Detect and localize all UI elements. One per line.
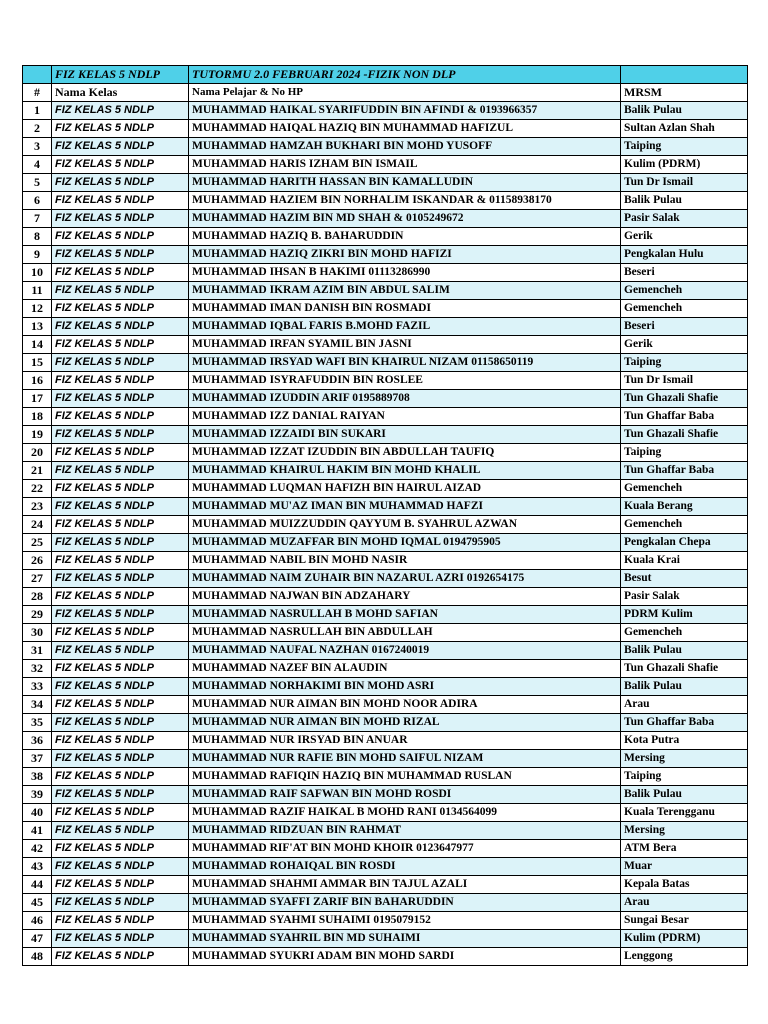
kelas-cell: FIZ KELAS 5 NDLP xyxy=(52,174,189,192)
row-number-cell: 17 xyxy=(23,390,52,408)
student-name-cell: MUHAMMAD RIF'AT BIN MOHD KHOIR 0123647977 xyxy=(189,840,621,858)
student-name-cell: MUHAMMAD NABIL BIN MOHD NASIR xyxy=(189,552,621,570)
table-row xyxy=(23,174,748,192)
student-name-cell: MUHAMMAD SYAHMI SUHAIMI 0195079152 xyxy=(189,912,621,930)
mrsm-cell: Kuala Berang xyxy=(621,498,748,516)
mrsm-cell: Tun Ghazali Shafie xyxy=(621,390,748,408)
row-number-cell: 40 xyxy=(23,804,52,822)
student-name-cell: MUHAMMAD SYAHRIL BIN MD SUHAIMI xyxy=(189,930,621,948)
student-name-cell: MUHAMMAD NAUFAL NAZHAN 0167240019 xyxy=(189,642,621,660)
table-row xyxy=(23,246,748,264)
mrsm-cell: Gemencheh xyxy=(621,516,748,534)
row-number-cell: 9 xyxy=(23,246,52,264)
kelas-cell: FIZ KELAS 5 NDLP xyxy=(52,102,189,120)
mrsm-cell: Pasir Salak xyxy=(621,588,748,606)
student-name-cell: MUHAMMAD HAMZAH BUKHARI BIN MOHD YUSOFF xyxy=(189,138,621,156)
kelas-cell: FIZ KELAS 5 NDLP xyxy=(52,750,189,768)
student-name-cell: MUHAMMAD HAZIM BIN MD SHAH & 0105249672 xyxy=(189,210,621,228)
student-name-cell: MUHAMMAD RIDZUAN BIN RAHMAT xyxy=(189,822,621,840)
student-name-cell: MUHAMMAD ISYRAFUDDIN BIN ROSLEE xyxy=(189,372,621,390)
table-row xyxy=(23,192,748,210)
row-number-cell: 42 xyxy=(23,840,52,858)
student-name-cell: MUHAMMAD SYUKRI ADAM BIN MOHD SARDI xyxy=(189,948,621,966)
student-name-cell: MUHAMMAD RAIF SAFWAN BIN MOHD ROSDI xyxy=(189,786,621,804)
table-row xyxy=(23,138,748,156)
kelas-cell: FIZ KELAS 5 NDLP xyxy=(52,858,189,876)
title-blank-cell xyxy=(621,66,748,84)
kelas-cell: FIZ KELAS 5 NDLP xyxy=(52,894,189,912)
mrsm-cell: Kuala Terengganu xyxy=(621,804,748,822)
mrsm-cell: Balik Pulau xyxy=(621,678,748,696)
kelas-cell: FIZ KELAS 5 NDLP xyxy=(52,444,189,462)
row-number-cell: 24 xyxy=(23,516,52,534)
row-number-cell: 44 xyxy=(23,876,52,894)
mrsm-cell: Lenggong xyxy=(621,948,748,966)
mrsm-cell: Gerik xyxy=(621,336,748,354)
table-row xyxy=(23,696,748,714)
row-number-cell: 6 xyxy=(23,192,52,210)
mrsm-cell: Beseri xyxy=(621,264,748,282)
table-row xyxy=(23,462,748,480)
title-blank-cell xyxy=(23,66,52,84)
row-number-cell: 26 xyxy=(23,552,52,570)
row-number-cell: 22 xyxy=(23,480,52,498)
kelas-cell: FIZ KELAS 5 NDLP xyxy=(52,408,189,426)
row-number-cell: 33 xyxy=(23,678,52,696)
student-list-sheet xyxy=(22,65,748,966)
student-name-cell: MUHAMMAD IMAN DANISH BIN ROSMADI xyxy=(189,300,621,318)
student-name-cell: MUHAMMAD NUR AIMAN BIN MOHD NOOR ADIRA xyxy=(189,696,621,714)
mrsm-cell: Taiping xyxy=(621,444,748,462)
table-row xyxy=(23,516,748,534)
row-number-cell: 14 xyxy=(23,336,52,354)
kelas-cell: FIZ KELAS 5 NDLP xyxy=(52,822,189,840)
column-header-kelas: Nama Kelas xyxy=(52,84,189,102)
mrsm-cell: Tun Dr Ismail xyxy=(621,174,748,192)
table-row xyxy=(23,606,748,624)
mrsm-cell: Taiping xyxy=(621,138,748,156)
table-row xyxy=(23,840,748,858)
mrsm-cell: Sungai Besar xyxy=(621,912,748,930)
student-name-cell: MUHAMMAD HAZIQ B. BAHARUDDIN xyxy=(189,228,621,246)
row-number-cell: 38 xyxy=(23,768,52,786)
mrsm-cell: Gemencheh xyxy=(621,624,748,642)
row-number-cell: 3 xyxy=(23,138,52,156)
student-name-cell: MUHAMMAD RAZIF HAIKAL B MOHD RANI 0134564099 xyxy=(189,804,621,822)
mrsm-cell: Pasir Salak xyxy=(621,210,748,228)
session-title: TUTORMU 2.0 FEBRUARI 2024 -FIZIK NON DLP xyxy=(189,66,621,84)
student-name-cell: MUHAMMAD NASRULLAH B MOHD SAFIAN xyxy=(189,606,621,624)
table-row xyxy=(23,300,748,318)
student-name-cell: MUHAMMAD NUR AIMAN BIN MOHD RIZAL xyxy=(189,714,621,732)
mrsm-cell: Pengkalan Chepa xyxy=(621,534,748,552)
table-row xyxy=(23,390,748,408)
table-row xyxy=(23,768,748,786)
row-number-cell: 30 xyxy=(23,624,52,642)
kelas-cell: FIZ KELAS 5 NDLP xyxy=(52,606,189,624)
row-number-cell: 27 xyxy=(23,570,52,588)
kelas-cell: FIZ KELAS 5 NDLP xyxy=(52,948,189,966)
table-row xyxy=(23,102,748,120)
kelas-cell: FIZ KELAS 5 NDLP xyxy=(52,552,189,570)
kelas-cell: FIZ KELAS 5 NDLP xyxy=(52,642,189,660)
table-row xyxy=(23,876,748,894)
row-number-cell: 8 xyxy=(23,228,52,246)
table-row xyxy=(23,210,748,228)
student-name-cell: MUHAMMAD IKRAM AZIM BIN ABDUL SALIM xyxy=(189,282,621,300)
row-number-cell: 45 xyxy=(23,894,52,912)
title-row xyxy=(23,66,748,84)
table-row xyxy=(23,786,748,804)
kelas-title: FIZ KELAS 5 NDLP xyxy=(52,66,189,84)
table-row xyxy=(23,408,748,426)
kelas-cell: FIZ KELAS 5 NDLP xyxy=(52,138,189,156)
table-row xyxy=(23,264,748,282)
row-number-cell: 43 xyxy=(23,858,52,876)
kelas-cell: FIZ KELAS 5 NDLP xyxy=(52,660,189,678)
kelas-cell: FIZ KELAS 5 NDLP xyxy=(52,192,189,210)
row-number-cell: 5 xyxy=(23,174,52,192)
row-number-cell: 1 xyxy=(23,102,52,120)
mrsm-cell: Kulim (PDRM) xyxy=(621,156,748,174)
table-row xyxy=(23,444,748,462)
mrsm-cell: Muar xyxy=(621,858,748,876)
student-name-cell: MUHAMMAD SHAHMI AMMAR BIN TAJUL AZALI xyxy=(189,876,621,894)
kelas-cell: FIZ KELAS 5 NDLP xyxy=(52,210,189,228)
kelas-cell: FIZ KELAS 5 NDLP xyxy=(52,246,189,264)
kelas-cell: FIZ KELAS 5 NDLP xyxy=(52,354,189,372)
kelas-cell: FIZ KELAS 5 NDLP xyxy=(52,498,189,516)
column-header-no: # xyxy=(23,84,52,102)
table-row xyxy=(23,156,748,174)
row-number-cell: 13 xyxy=(23,318,52,336)
kelas-cell: FIZ KELAS 5 NDLP xyxy=(52,588,189,606)
kelas-cell: FIZ KELAS 5 NDLP xyxy=(52,786,189,804)
kelas-cell: FIZ KELAS 5 NDLP xyxy=(52,714,189,732)
student-name-cell: MUHAMMAD RAFIQIN HAZIQ BIN MUHAMMAD RUSLAN xyxy=(189,768,621,786)
table-row xyxy=(23,336,748,354)
kelas-cell: FIZ KELAS 5 NDLP xyxy=(52,156,189,174)
student-name-cell: MUHAMMAD HAIKAL SYARIFUDDIN BIN AFINDI & 0193966357 xyxy=(189,102,621,120)
row-number-cell: 41 xyxy=(23,822,52,840)
student-name-cell: MUHAMMAD LUQMAN HAFIZH BIN HAIRUL AIZAD xyxy=(189,480,621,498)
column-header-nama: Nama Pelajar & No HP xyxy=(189,84,621,102)
student-name-cell: MUHAMMAD IRFAN SYAMIL BIN JASNI xyxy=(189,336,621,354)
mrsm-cell: Tun Ghaffar Baba xyxy=(621,408,748,426)
mrsm-cell: Balik Pulau xyxy=(621,192,748,210)
student-name-cell: MUHAMMAD NAIM ZUHAIR BIN NAZARUL AZRI 0192654175 xyxy=(189,570,621,588)
table-row xyxy=(23,282,748,300)
student-name-cell: MUHAMMAD SYAFFI ZARIF BIN BAHARUDDIN xyxy=(189,894,621,912)
table-row xyxy=(23,318,748,336)
kelas-cell: FIZ KELAS 5 NDLP xyxy=(52,462,189,480)
kelas-cell: FIZ KELAS 5 NDLP xyxy=(52,120,189,138)
student-name-cell: MUHAMMAD IZZAIDI BIN SUKARI xyxy=(189,426,621,444)
table-row xyxy=(23,894,748,912)
student-name-cell: MUHAMMAD NAZEF BIN ALAUDIN xyxy=(189,660,621,678)
kelas-cell: FIZ KELAS 5 NDLP xyxy=(52,516,189,534)
kelas-cell: FIZ KELAS 5 NDLP xyxy=(52,534,189,552)
kelas-cell: FIZ KELAS 5 NDLP xyxy=(52,264,189,282)
row-number-cell: 11 xyxy=(23,282,52,300)
mrsm-cell: Pengkalan Hulu xyxy=(621,246,748,264)
mrsm-cell: Gemencheh xyxy=(621,480,748,498)
mrsm-cell: Gemencheh xyxy=(621,300,748,318)
mrsm-cell: Mersing xyxy=(621,822,748,840)
table-row xyxy=(23,372,748,390)
kelas-cell: FIZ KELAS 5 NDLP xyxy=(52,696,189,714)
row-number-cell: 2 xyxy=(23,120,52,138)
row-number-cell: 12 xyxy=(23,300,52,318)
column-header-row xyxy=(23,84,748,102)
row-number-cell: 21 xyxy=(23,462,52,480)
row-number-cell: 47 xyxy=(23,930,52,948)
row-number-cell: 25 xyxy=(23,534,52,552)
kelas-cell: FIZ KELAS 5 NDLP xyxy=(52,678,189,696)
student-name-cell: MUHAMMAD MUIZZUDDIN QAYYUM B. SYAHRUL AZWAN xyxy=(189,516,621,534)
row-number-cell: 37 xyxy=(23,750,52,768)
kelas-cell: FIZ KELAS 5 NDLP xyxy=(52,804,189,822)
row-number-cell: 36 xyxy=(23,732,52,750)
kelas-cell: FIZ KELAS 5 NDLP xyxy=(52,912,189,930)
student-name-cell: MUHAMMAD IRSYAD WAFI BIN KHAIRUL NIZAM 01158650119 xyxy=(189,354,621,372)
student-name-cell: MUHAMMAD ROHAIQAL BIN ROSDI xyxy=(189,858,621,876)
table-row xyxy=(23,750,748,768)
student-name-cell: MUHAMMAD HARIS IZHAM BIN ISMAIL xyxy=(189,156,621,174)
kelas-cell: FIZ KELAS 5 NDLP xyxy=(52,372,189,390)
mrsm-cell: Balik Pulau xyxy=(621,102,748,120)
student-name-cell: MUHAMMAD NUR IRSYAD BIN ANUAR xyxy=(189,732,621,750)
row-number-cell: 7 xyxy=(23,210,52,228)
mrsm-cell: Mersing xyxy=(621,750,748,768)
mrsm-cell: Tun Ghaffar Baba xyxy=(621,714,748,732)
mrsm-cell: Tun Dr Ismail xyxy=(621,372,748,390)
mrsm-cell: Arau xyxy=(621,696,748,714)
student-name-cell: MUHAMMAD HAZIQ ZIKRI BIN MOHD HAFIZI xyxy=(189,246,621,264)
student-name-cell: MUHAMMAD MUZAFFAR BIN MOHD IQMAL 0194795905 xyxy=(189,534,621,552)
row-number-cell: 16 xyxy=(23,372,52,390)
student-name-cell: MUHAMMAD KHAIRUL HAKIM BIN MOHD KHALIL xyxy=(189,462,621,480)
kelas-cell: FIZ KELAS 5 NDLP xyxy=(52,624,189,642)
mrsm-cell: Kota Putra xyxy=(621,732,748,750)
table-row xyxy=(23,228,748,246)
kelas-cell: FIZ KELAS 5 NDLP xyxy=(52,336,189,354)
table-row xyxy=(23,588,748,606)
mrsm-cell: Balik Pulau xyxy=(621,642,748,660)
table-row xyxy=(23,660,748,678)
row-number-cell: 32 xyxy=(23,660,52,678)
table-row xyxy=(23,498,748,516)
row-number-cell: 18 xyxy=(23,408,52,426)
mrsm-cell: Kulim (PDRM) xyxy=(621,930,748,948)
table-row xyxy=(23,552,748,570)
kelas-cell: FIZ KELAS 5 NDLP xyxy=(52,480,189,498)
table-row xyxy=(23,714,748,732)
mrsm-cell: Beseri xyxy=(621,318,748,336)
student-name-cell: MUHAMMAD IHSAN B HAKIMI 01113286990 xyxy=(189,264,621,282)
student-name-cell: MUHAMMAD IQBAL FARIS B.MOHD FAZIL xyxy=(189,318,621,336)
mrsm-cell: Tun Ghazali Shafie xyxy=(621,660,748,678)
table-row xyxy=(23,948,748,966)
student-name-cell: MUHAMMAD IZUDDIN ARIF 0195889708 xyxy=(189,390,621,408)
student-name-cell: MUHAMMAD NUR RAFIE BIN MOHD SAIFUL NIZAM xyxy=(189,750,621,768)
mrsm-cell: Tun Ghaffar Baba xyxy=(621,462,748,480)
table-row xyxy=(23,930,748,948)
mrsm-cell: Balik Pulau xyxy=(621,786,748,804)
student-name-cell: MUHAMMAD NORHAKIMI BIN MOHD ASRI xyxy=(189,678,621,696)
student-name-cell: MUHAMMAD HAZIEM BIN NORHALIM ISKANDAR & 01158938170 xyxy=(189,192,621,210)
kelas-cell: FIZ KELAS 5 NDLP xyxy=(52,570,189,588)
row-number-cell: 23 xyxy=(23,498,52,516)
table-row xyxy=(23,570,748,588)
column-header-mrsm: MRSM xyxy=(621,84,748,102)
row-number-cell: 29 xyxy=(23,606,52,624)
kelas-cell: FIZ KELAS 5 NDLP xyxy=(52,282,189,300)
mrsm-cell: Sultan Azlan Shah xyxy=(621,120,748,138)
kelas-cell: FIZ KELAS 5 NDLP xyxy=(52,228,189,246)
row-number-cell: 4 xyxy=(23,156,52,174)
student-name-cell: MUHAMMAD NAJWAN BIN ADZAHARY xyxy=(189,588,621,606)
table-row xyxy=(23,642,748,660)
row-number-cell: 31 xyxy=(23,642,52,660)
row-number-cell: 28 xyxy=(23,588,52,606)
table-row xyxy=(23,804,748,822)
kelas-cell: FIZ KELAS 5 NDLP xyxy=(52,300,189,318)
mrsm-cell: Gemencheh xyxy=(621,282,748,300)
kelas-cell: FIZ KELAS 5 NDLP xyxy=(52,390,189,408)
kelas-cell: FIZ KELAS 5 NDLP xyxy=(52,930,189,948)
kelas-cell: FIZ KELAS 5 NDLP xyxy=(52,426,189,444)
table-row xyxy=(23,120,748,138)
student-table xyxy=(22,65,748,966)
mrsm-cell: PDRM Kulim xyxy=(621,606,748,624)
table-row xyxy=(23,480,748,498)
mrsm-cell: Taiping xyxy=(621,768,748,786)
table-row xyxy=(23,912,748,930)
table-row xyxy=(23,858,748,876)
row-number-cell: 46 xyxy=(23,912,52,930)
row-number-cell: 19 xyxy=(23,426,52,444)
table-row xyxy=(23,732,748,750)
row-number-cell: 10 xyxy=(23,264,52,282)
row-number-cell: 15 xyxy=(23,354,52,372)
mrsm-cell: Kuala Krai xyxy=(621,552,748,570)
mrsm-cell: Tun Ghazali Shafie xyxy=(621,426,748,444)
mrsm-cell: Arau xyxy=(621,894,748,912)
table-row xyxy=(23,534,748,552)
student-name-cell: MUHAMMAD IZZAT IZUDDIN BIN ABDULLAH TAUFIQ xyxy=(189,444,621,462)
row-number-cell: 20 xyxy=(23,444,52,462)
table-row xyxy=(23,678,748,696)
row-number-cell: 39 xyxy=(23,786,52,804)
student-name-cell: MUHAMMAD IZZ DANIAL RAIYAN xyxy=(189,408,621,426)
kelas-cell: FIZ KELAS 5 NDLP xyxy=(52,768,189,786)
row-number-cell: 48 xyxy=(23,948,52,966)
table-row xyxy=(23,354,748,372)
student-name-cell: MUHAMMAD NASRULLAH BIN ABDULLAH xyxy=(189,624,621,642)
kelas-cell: FIZ KELAS 5 NDLP xyxy=(52,876,189,894)
table-row xyxy=(23,426,748,444)
row-number-cell: 34 xyxy=(23,696,52,714)
kelas-cell: FIZ KELAS 5 NDLP xyxy=(52,840,189,858)
student-name-cell: MUHAMMAD HAIQAL HAZIQ BIN MUHAMMAD HAFIZUL xyxy=(189,120,621,138)
student-name-cell: MUHAMMAD HARITH HASSAN BIN KAMALLUDIN xyxy=(189,174,621,192)
mrsm-cell: Gerik xyxy=(621,228,748,246)
mrsm-cell: Besut xyxy=(621,570,748,588)
mrsm-cell: Taiping xyxy=(621,354,748,372)
mrsm-cell: ATM Bera xyxy=(621,840,748,858)
table-row xyxy=(23,624,748,642)
kelas-cell: FIZ KELAS 5 NDLP xyxy=(52,318,189,336)
kelas-cell: FIZ KELAS 5 NDLP xyxy=(52,732,189,750)
mrsm-cell: Kepala Batas xyxy=(621,876,748,894)
table-row xyxy=(23,822,748,840)
student-name-cell: MUHAMMAD MU'AZ IMAN BIN MUHAMMAD HAFZI xyxy=(189,498,621,516)
row-number-cell: 35 xyxy=(23,714,52,732)
